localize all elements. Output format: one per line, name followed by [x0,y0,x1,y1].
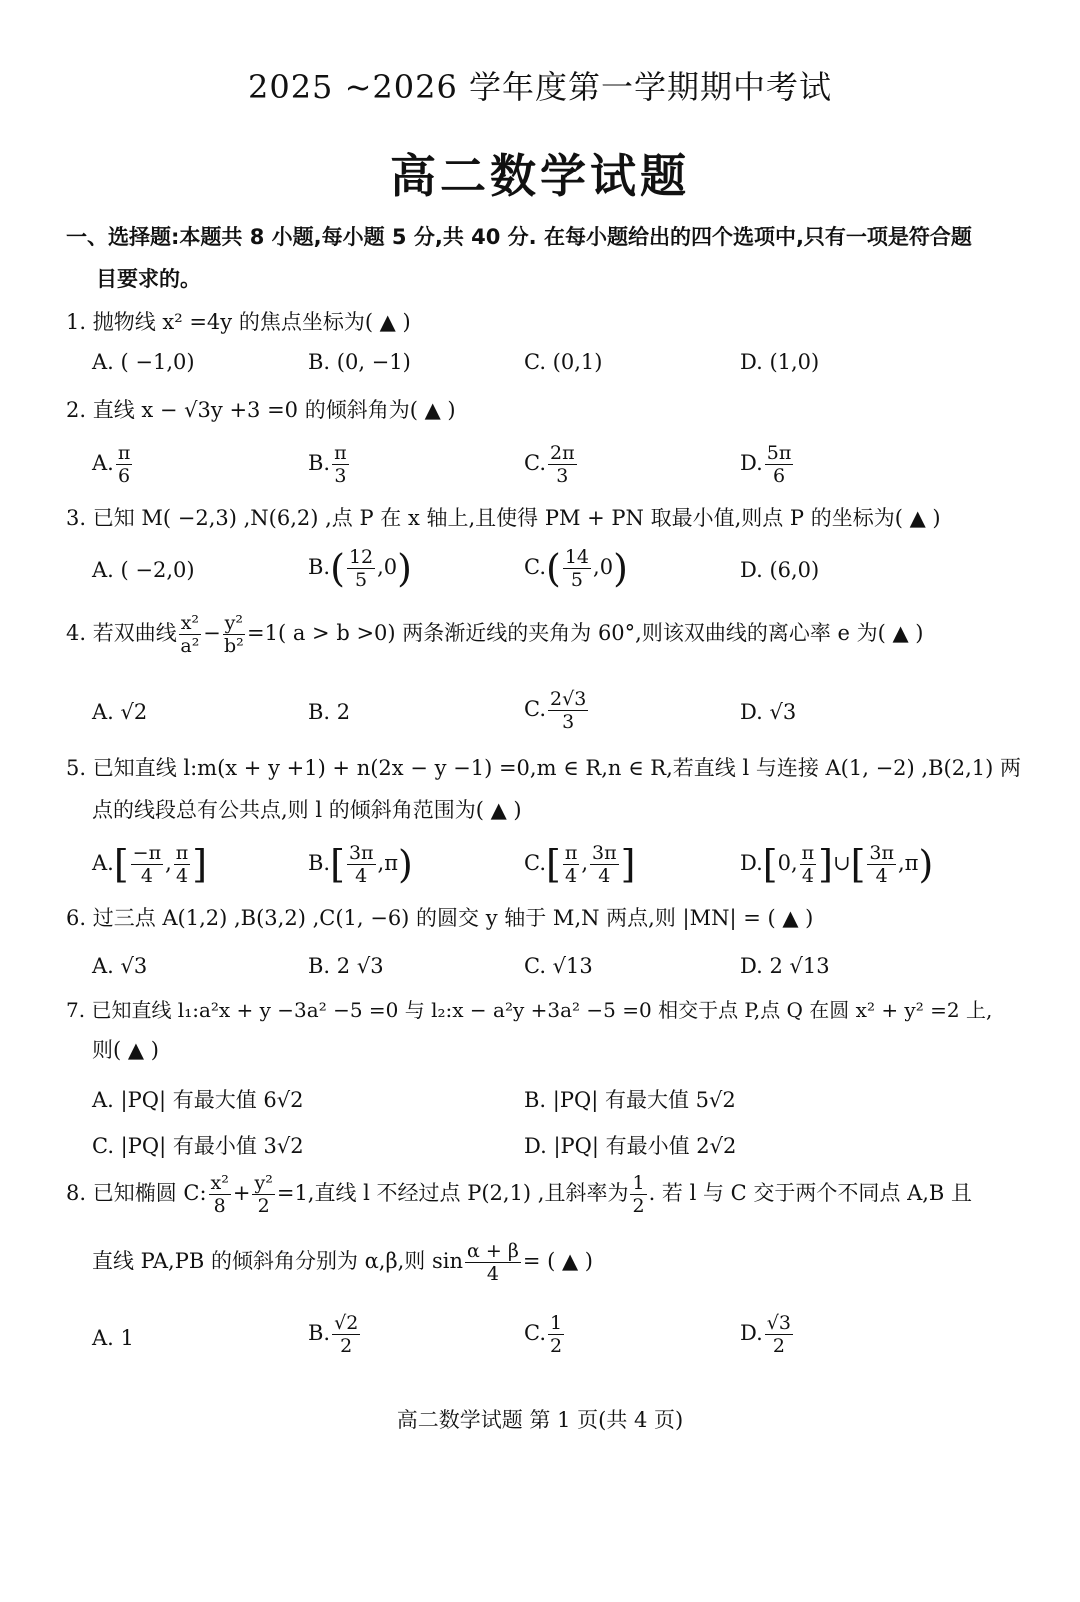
q5-option-a: A.[ $\frac{-\pi}{4}$ , $\frac{\pi}{4}$ ] [92,842,208,887]
q5-option-c: C.[ $\frac{\pi}{4}$ , $\frac{3\pi}{4}$ ] [524,842,636,887]
q8-option-b: B. $\frac{√2}{2}$ [308,1312,359,1357]
q7-option-b: B. |PQ| 有最大值 5√2 [524,1088,736,1112]
q1-option-a: A. ( −1,0) [92,350,195,374]
question-1-stem: 1. 抛物线 x² =4y 的焦点坐标为( ▲ ) [66,310,411,334]
q8-option-d: D. $\frac{√3}{2}$ [740,1312,791,1357]
question-7-line2: 则( ▲ ) [92,1038,159,1062]
section-heading-line2: 目要求的。 [96,267,201,291]
q1-option-b: B. (0, −1) [308,350,411,374]
q6-option-d: D. 2 √13 [740,954,830,978]
q7-option-d: D. |PQ| 有最小值 2√2 [524,1134,737,1158]
q8-option-a: A. 1 [92,1326,134,1350]
question-4-stem: 4. 若双曲线 $\frac{\text{x²}}{\text{a²}}$ − $\frac{\text{y²}}{\text{b²}}$ =1( a > b >0) 两条渐近线的夹角为 60°,则该双曲线的离心率 e 为( ▲ ) [66,612,924,657]
q3-option-c: C.( $\frac{14}{5}$ ,0) [524,546,628,591]
page-footer: 高二数学试题 第 1 页(共 4 页) [396,1408,684,1432]
q3-option-b: B.( $\frac{12}{5}$ ,0) [308,546,412,591]
question-8-line2: 直线 PA,PB 的倾斜角分别为 α,β,则 sin $\frac{\alpha + \beta}{4}$ = ( ▲ ) [92,1240,593,1285]
question-6-stem: 6. 过三点 A(1,2) ,B(3,2) ,C(1, −6) 的圆交 y 轴于 M,N 两点,则 |MN| = ( ▲ ) [66,906,814,930]
q2-option-c: C. $\frac{2\pi}{3}$ [524,442,575,487]
q5-option-d: D.[0, $\frac{\pi}{4}$ ]∪[ $\frac{3\pi}{4}$ ,π) [740,842,934,887]
q1-option-c: C. (0,1) [524,350,603,374]
q2-option-a: A. $\frac{\pi}{6}$ [92,442,131,487]
q3-option-d: D. (6,0) [740,558,820,582]
q5-option-b: B.[ $\frac{3\pi}{4}$ ,π) [308,842,413,887]
q4-option-a: A. √2 [92,700,148,724]
q6-option-c: C. √13 [524,954,593,978]
question-8-line1: 8. 已知椭圆 C: $\frac{\text{x²}}{8}$ + $\frac{\text{y²}}{2}$ =1,直线 l 不经过点 P(2,1) ,且斜率为 $\frac{1}{2}$ . 若 l 与 C 交于两个不同点 A,B 且 [66,1172,973,1217]
section-heading-line1: 一、选择题:本题共 8 小题,每小题 5 分,共 40 分. 在每小题给出的四个选项中,只有一项是符合题 [66,225,972,249]
q6-option-b: B. 2 √3 [308,954,384,978]
q4-option-c: C. $\frac{2√3}{3}$ [524,688,587,733]
question-5-line2: 点的线段总有公共点,则 l 的倾斜角范围为( ▲ ) [92,798,522,822]
q6-option-a: A. √3 [92,954,148,978]
q2-option-b: B. $\frac{\pi}{3}$ [308,442,347,487]
question-3-stem: 3. 已知 M( −2,3) ,N(6,2) ,点 P 在 x 轴上,且使得 PM + PN 取最小值,则点 P 的坐标为( ▲ ) [66,506,941,530]
q7-option-a: A. |PQ| 有最大值 6√2 [92,1088,304,1112]
q1-option-d: D. (1,0) [740,350,820,374]
q4-option-d: D. √3 [740,700,797,724]
question-5-line1: 5. 已知直线 l:m(x + y +1) + n(2x − y −1) =0,m ∈ R,n ∈ R,若直线 l 与连接 A(1, −2) ,B(2,1) 两 [66,756,1021,780]
question-7-line1: 7. 已知直线 l₁:a²x + y −3a² −5 =0 与 l₂:x − a²y +3a² −5 =0 相交于点 P,点 Q 在圆 x² + y² =2 上, [66,998,993,1022]
question-2-stem: 2. 直线 x − √3y +3 =0 的倾斜角为( ▲ ) [66,398,456,422]
q4-option-b: B. 2 [308,700,351,724]
q8-option-c: C. $\frac{1}{2}$ [524,1312,563,1357]
subject-title: 高二数学试题 [390,149,690,203]
q7-option-c: C. |PQ| 有最小值 3√2 [92,1134,304,1158]
q2-option-d: D. $\frac{5\pi}{6}$ [740,442,792,487]
exam-title: 2025 ~2026 学年度第一学期期中考试 [247,68,833,106]
q3-option-a: A. ( −2,0) [92,558,195,582]
